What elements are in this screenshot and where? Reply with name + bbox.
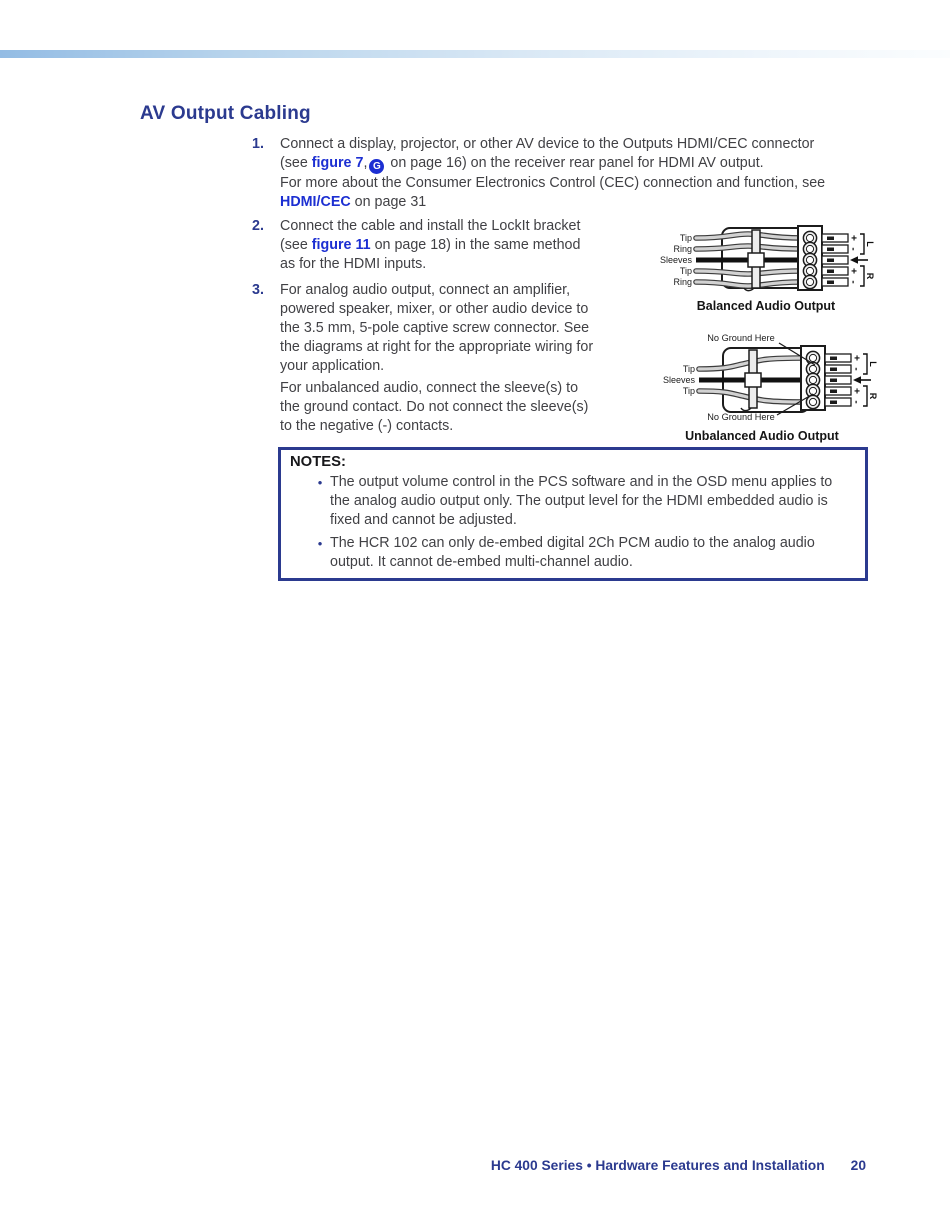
step-1-line2-post: on page 16) on the receiver rear panel for HDMI AV output. <box>386 155 764 171</box>
right-channel-bracket <box>860 266 864 286</box>
plus-sign: + <box>851 233 857 245</box>
captive-screw-block <box>801 346 825 410</box>
minus-sign: - <box>847 247 859 251</box>
balanced-audio-wiring-graphic <box>656 224 876 292</box>
ground-arrow-head <box>850 256 858 264</box>
wire-label: Ring <box>673 244 692 254</box>
unbalanced-diagram-caption: Unbalanced Audio Output <box>685 429 839 443</box>
step-1-line2-pre: (see <box>280 155 312 171</box>
right-channel-letter: R <box>864 272 875 280</box>
figure-11-link[interactable]: figure 11 <box>311 237 371 253</box>
no-ground-here-bottom-label: No Ground Here <box>707 412 775 422</box>
wire-label: Tip <box>679 233 692 243</box>
step-1-number: 1. <box>252 136 264 152</box>
notes-title: NOTES: <box>290 454 346 470</box>
unbalanced-audio-paragraph: For unbalanced audio, connect the sleeve(s) to the ground contact. Do not connect the sleeve(s) to the negative (-) contacts. <box>280 380 589 434</box>
step-2-line3: as for the HDMI inputs. <box>280 256 427 272</box>
polarity-markings <box>848 234 875 287</box>
wire-label: Ring <box>673 277 692 287</box>
step-2-line2-pre: (see <box>280 237 312 253</box>
note-text: The output volume control in the PCS software and in the OSD menu applies to the analog audio output only. The output level for the HDMI embedded audio is fixed and cannot be adjusted. <box>330 474 833 528</box>
step-3 <box>252 281 680 376</box>
step-1-line4-post: on page 31 <box>350 194 427 210</box>
left-channel-bracket <box>860 234 864 254</box>
wire-label: Sleeves <box>659 255 692 265</box>
step-1-line2-sep: , <box>363 155 368 171</box>
minus-sign: - <box>847 280 859 284</box>
right-channel-bracket <box>863 386 867 406</box>
no-ground-here-top-label: No Ground Here <box>707 333 775 343</box>
notes-box <box>278 447 868 581</box>
plus-sign: + <box>854 353 860 365</box>
bullet-icon: • <box>317 536 323 551</box>
plus-sign: + <box>851 266 857 278</box>
figure-7-link[interactable]: figure 7 <box>311 155 364 171</box>
wire-label: Tip <box>682 364 695 374</box>
step-1-line3: For more about the Consumer Electronics Control (CEC) connection and function, see <box>280 175 826 191</box>
plus-sign: + <box>854 386 860 398</box>
unbalanced-audio-wiring-graphic <box>645 330 879 422</box>
step-1-line1: Connect a display, projector, or other AV device to the Outputs HDMI/CEC connector <box>280 136 815 152</box>
step-2-number: 2. <box>252 218 264 234</box>
ground-arrow-head <box>853 376 861 384</box>
terminal-blades <box>825 354 851 406</box>
terminal-blades <box>822 234 848 286</box>
circled-g-badge[interactable]: G <box>369 159 384 174</box>
note-text: The HCR 102 can only de-embed digital 2Ch PCM audio to the analog audio output. It cannot de-embed multi-channel audio. <box>330 535 815 570</box>
wire-label: Tip <box>679 266 692 276</box>
note-item <box>310 473 857 530</box>
wire-label: Sleeves <box>662 375 695 385</box>
note-item <box>310 534 857 572</box>
step-3-number: 3. <box>252 282 264 298</box>
left-channel-bracket <box>863 354 867 374</box>
footer-page-number: 20 <box>850 1158 866 1173</box>
bullet-icon: • <box>317 475 323 490</box>
balanced-audio-diagram <box>656 224 876 313</box>
left-channel-letter: L <box>867 361 878 367</box>
unbalanced-audio-diagram <box>645 330 879 443</box>
footer-title: HC 400 Series • Hardware Features and Installation <box>490 1158 825 1173</box>
step-1 <box>252 135 930 212</box>
minus-sign: - <box>850 367 862 371</box>
header-gradient-bar <box>0 50 950 58</box>
captive-screw-block <box>798 226 822 290</box>
hdmi-cec-link[interactable]: HDMI/CEC <box>280 194 351 210</box>
step-3-text: For analog audio output, connect an amplifier, powered speaker, mixer, or other audio device to the 3.5 mm, 5-pole captive screw connector. See the diagrams at right for the appropriate wiring for your application. <box>280 282 594 374</box>
minus-sign: - <box>850 400 862 404</box>
right-channel-letter: R <box>867 392 878 400</box>
left-channel-letter: L <box>864 241 875 247</box>
step-2-line2-post: on page 18) in the same method <box>370 237 581 253</box>
step-2-line1: Connect the cable and install the LockIt bracket <box>280 218 581 234</box>
page-title: AV Output Cabling <box>140 103 311 124</box>
page-footer <box>0 1158 866 1173</box>
wire-label: Tip <box>682 386 695 396</box>
polarity-markings <box>851 354 878 407</box>
step-2 <box>252 217 680 274</box>
balanced-diagram-caption: Balanced Audio Output <box>696 299 836 313</box>
